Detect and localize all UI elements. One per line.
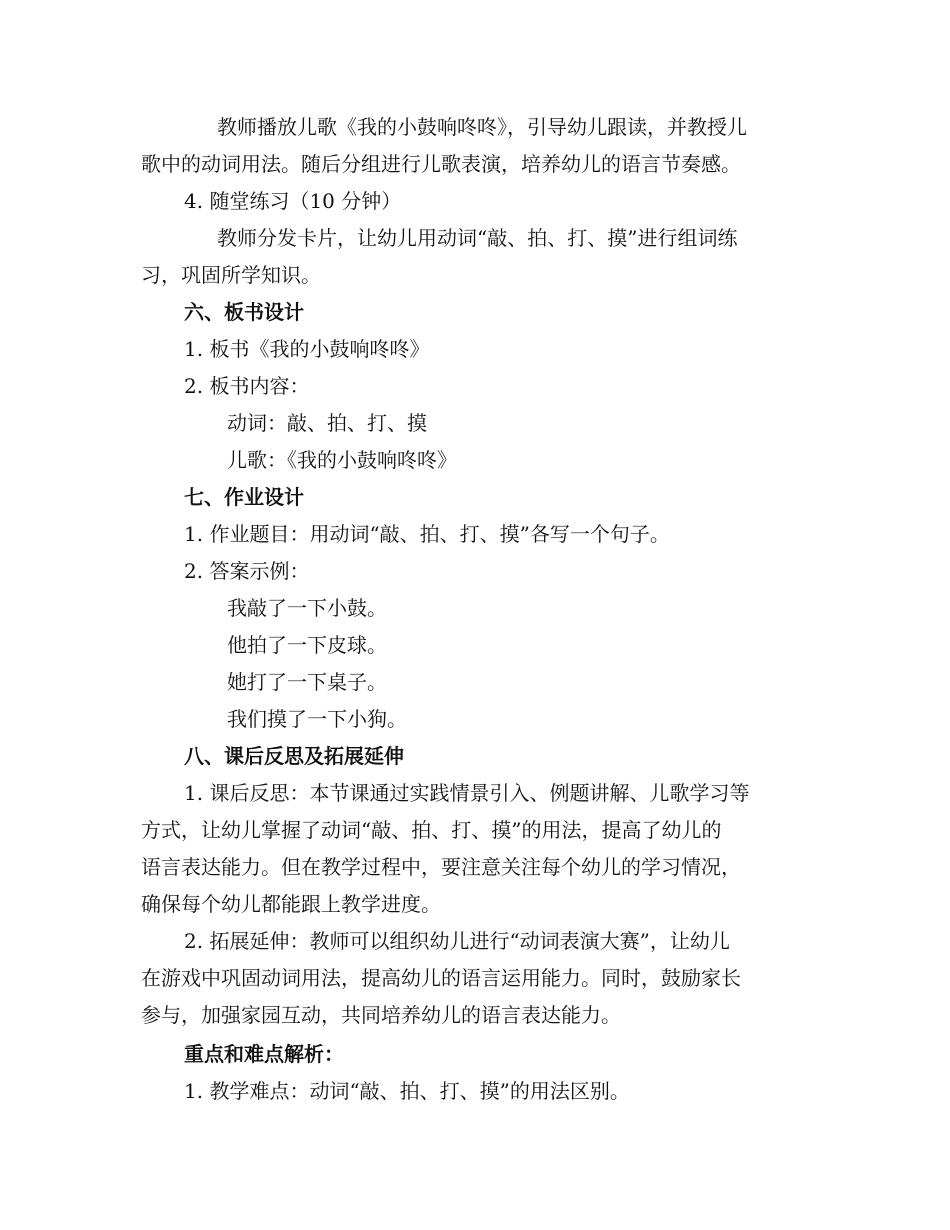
paragraph-line: 确保每个幼儿都能跟上教学进度。 (141, 892, 441, 916)
sub-item: 动词：敲、拍、打、摸 (227, 411, 427, 435)
section-heading: 重点和难点解析： (184, 1042, 344, 1066)
numbered-item: 1. 板书《我的小鼓响咚咚》 (184, 337, 430, 361)
sub-item: 我敲了一下小鼓。 (227, 596, 387, 620)
section-heading: 七、作业设计 (184, 485, 304, 509)
paragraph-line: 习，巩固所学知识。 (141, 263, 321, 287)
paragraph-line: 语言表达能力。但在教学过程中，要注意关注每个幼儿的学习情况， (141, 855, 741, 879)
numbered-item: 1. 教学难点：动词“敲、拍、打、摸”的用法区别。 (184, 1079, 630, 1103)
numbered-item: 2. 板书内容： (184, 374, 310, 398)
paragraph-line: 方式，让幼儿掌握了动词“敲、拍、打、摸”的用法，提高了幼儿的 (141, 818, 722, 842)
numbered-item: 1. 作业题目：用动词“敲、拍、打、摸”各写一个句子。 (184, 522, 670, 546)
numbered-item: 4. 随堂练习（10 分钟） (184, 189, 402, 213)
paragraph-line: 教师分发卡片，让幼儿用动词“敲、拍、打、摸”进行组词练 (217, 226, 738, 250)
paragraph-line: 参与，加强家园互动，共同培养幼儿的语言表达能力。 (141, 1003, 621, 1027)
numbered-item: 1. 课后反思：本节课通过实践情景引入、例题讲解、儿歌学习等 (184, 781, 750, 805)
paragraph-line: 教师播放儿歌《我的小鼓响咚咚》，引导幼儿跟读，并教授儿 (217, 115, 747, 139)
sub-item: 儿歌：《我的小鼓响咚咚》 (227, 448, 457, 472)
section-heading: 六、板书设计 (184, 300, 304, 324)
sub-item: 我们摸了一下小狗。 (227, 707, 407, 731)
numbered-item: 2. 拓展延伸：教师可以组织幼儿进行“动词表演大赛”，让幼儿 (184, 929, 730, 953)
sub-item: 他拍了一下皮球。 (227, 633, 387, 657)
numbered-item: 2. 答案示例： (184, 559, 310, 583)
sub-item: 她打了一下桌子。 (227, 670, 387, 694)
paragraph-line: 在游戏中巩固动词用法，提高幼儿的语言运用能力。同时，鼓励家长 (141, 966, 741, 990)
section-heading: 八、课后反思及拓展延伸 (184, 744, 404, 768)
paragraph-line: 歌中的动词用法。随后分组进行儿歌表演，培养幼儿的语言节奏感。 (141, 152, 741, 176)
